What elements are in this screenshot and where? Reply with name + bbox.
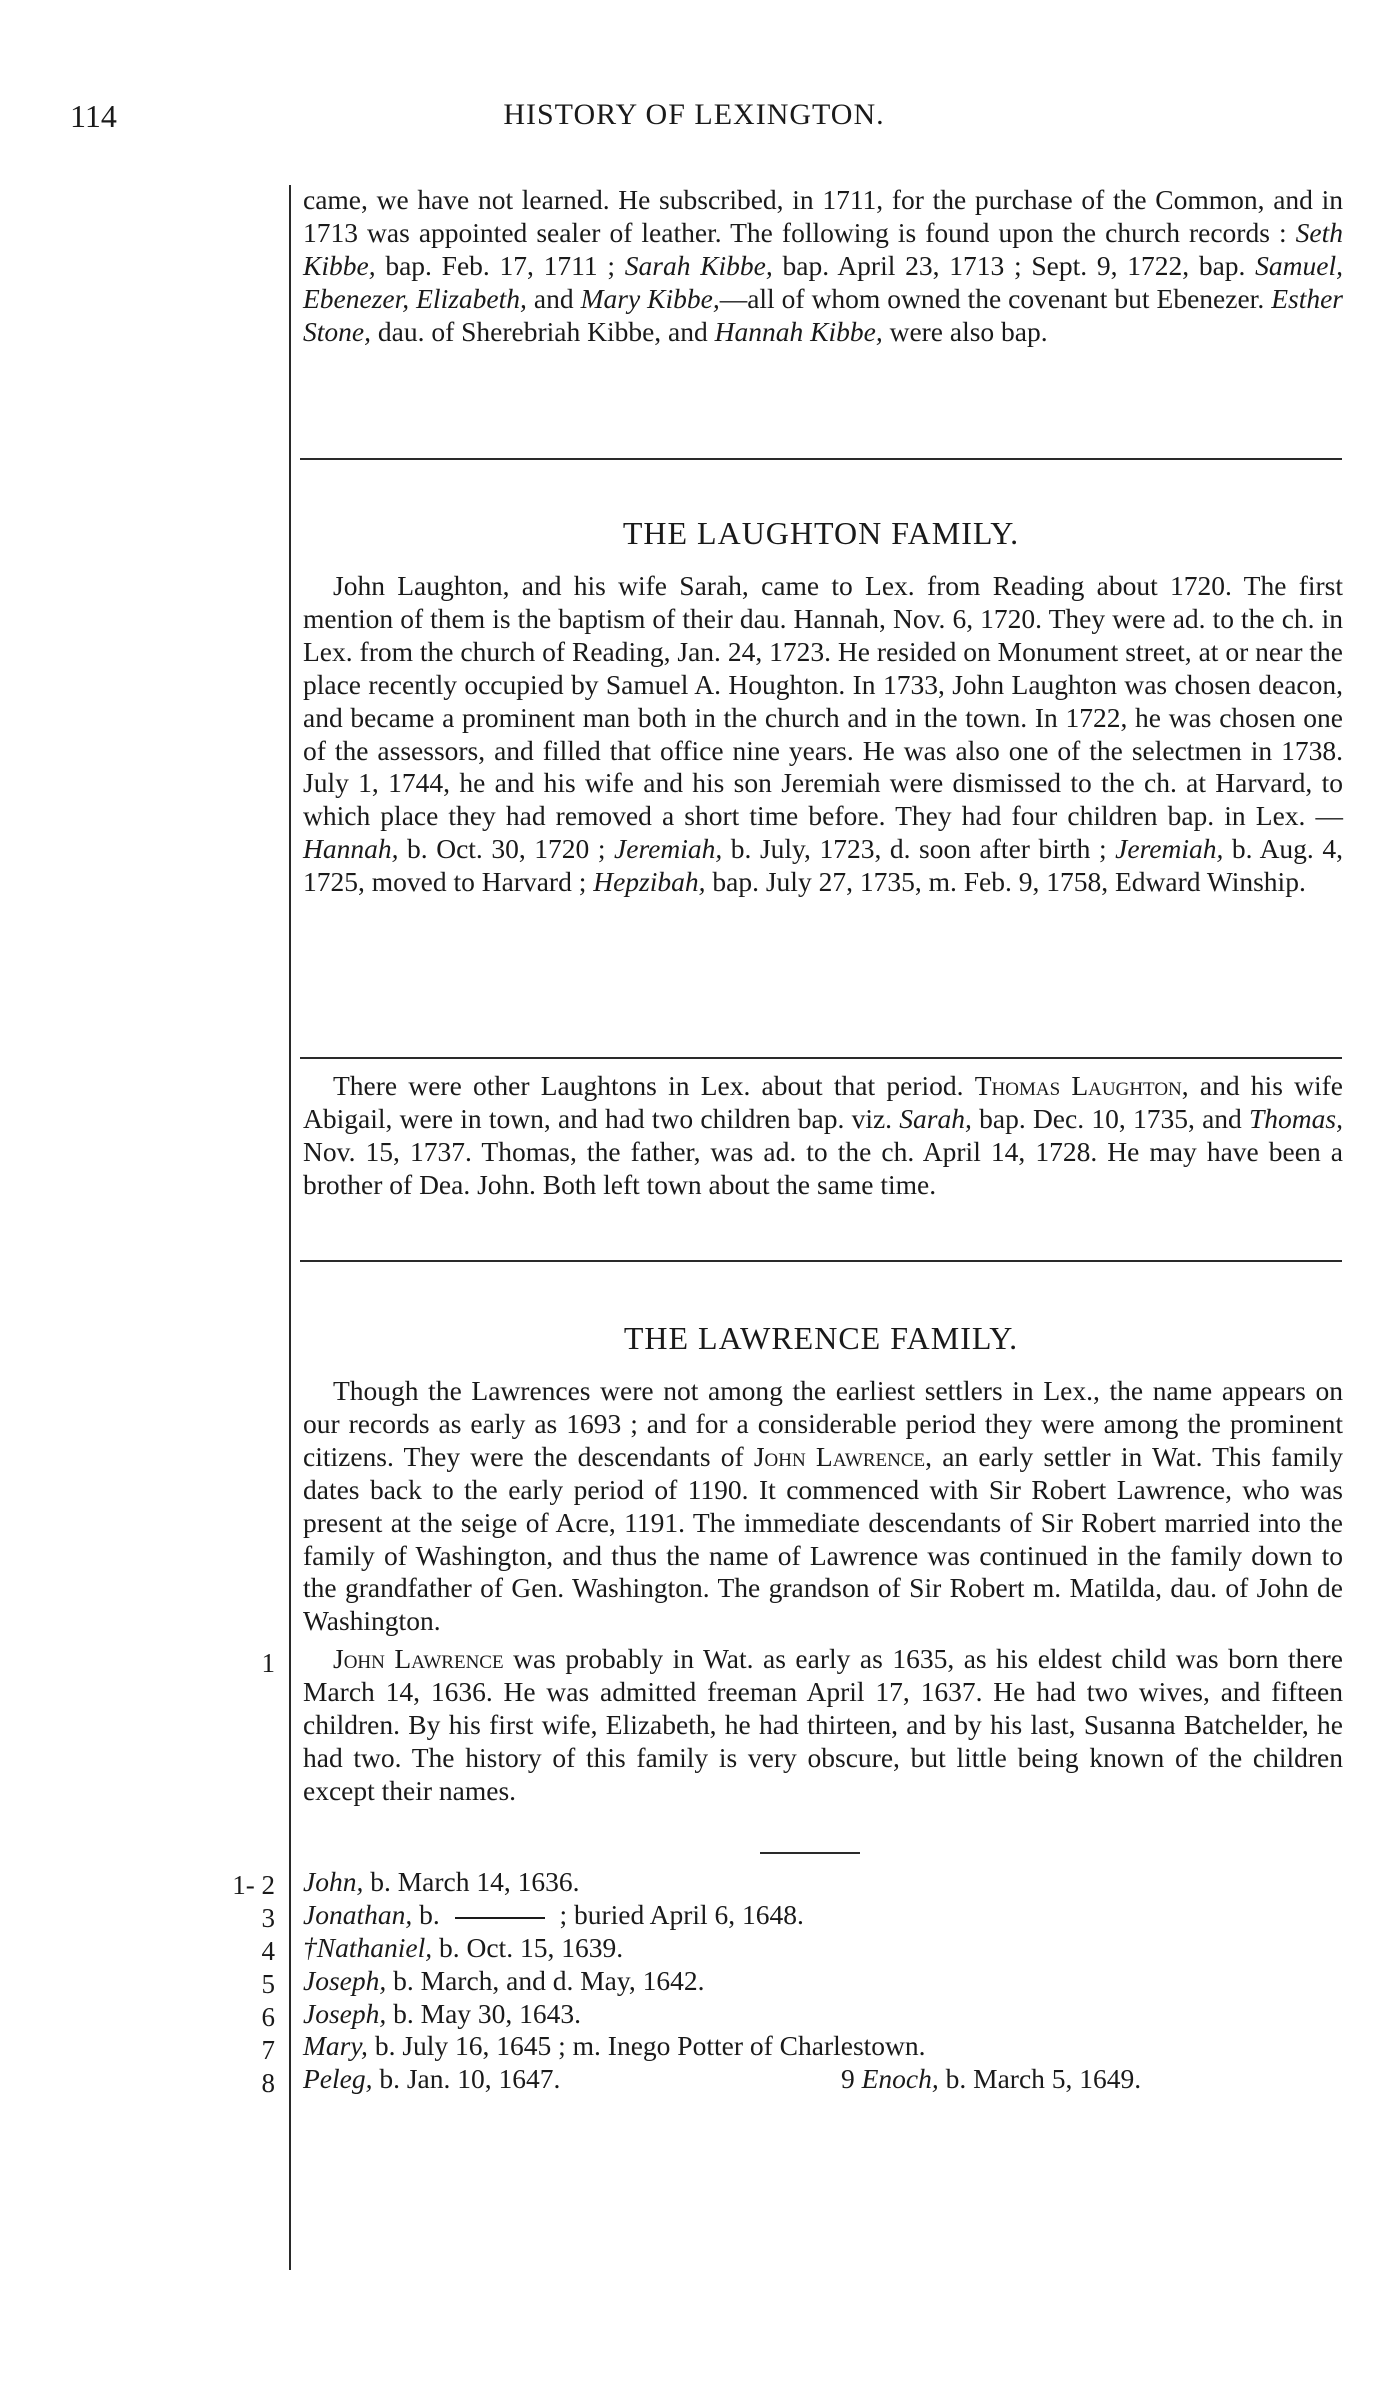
list-item: †Nathaniel, b. Oct. 15, 1639. [303, 1931, 624, 1963]
child-number: 6 [261, 2002, 275, 2032]
section-divider [300, 458, 1342, 460]
paragraph-divider [300, 1057, 1342, 1059]
gutter-rule [289, 185, 291, 2270]
child-number: 7 [261, 2035, 275, 2065]
laughton-title: THE LAUGHTON FAMILY. [622, 515, 1020, 551]
list-item: Peleg, b. Jan. 10, 1647. 9 Enoch, b. March 5, 1649. [303, 2063, 1142, 2095]
list-item: John, b. March 14, 1636. [303, 1866, 580, 1897]
lawrence-paragraph-2: John Lawrence was probably in Wat. as early as 1635, as his eldest child was born there March 14, 1636. He was admitted freeman April 17, 1637. He had two wives, and fifteen children. By his first wife, Elizabeth, he had thirteen, and by his last, Susanna Batchelder, he had two. The history of this family is very obscure, but little being known of the children except their names. [303, 1643, 1344, 1806]
child-number: 5 [261, 1969, 275, 1999]
running-head: HISTORY OF LEXINGTON. [503, 98, 885, 131]
list-item: Joseph, b. March, and d. May, 1642. [303, 1964, 705, 1996]
list-item: Jonathan, b. ; buried April 6, 1648. [303, 1898, 804, 1930]
list-item-second: 9 Enoch, b. March 5, 1649. [841, 2063, 1142, 2095]
list-item: Joseph, b. May 30, 1643. [303, 1997, 582, 2029]
list-item: Mary, b. July 16, 1645 ; m. Inego Potter of Charlestown. [303, 2030, 926, 2062]
page-number: 114 [70, 98, 117, 134]
short-divider [760, 1852, 860, 1854]
blank-date-line [455, 1917, 545, 1919]
lawrence-paragraph-1: Though the Lawrences were not among the earliest settlers in Lex., the name appears on our records as early as 1693 ; and for a considerable period they were among the prominent citizens. They were the descendants of John Lawrence, an early settler in Wat. This family dates back to the early period of 1190. It commenced with Sir Robert Lawrence, who was present at the seige of Acre, 1191. The immediate descendants of Sir Robert married into the family of Washington, and thus the name of Lawrence was continued in the family down to the grandfather of Gen. Washington. The grandson of Sir Robert m. Matilda, dau. of John de Washington. [303, 1375, 1344, 1637]
lawrence-title: THE LAWRENCE FAMILY. [623, 1320, 1019, 1356]
children-list [303, 1866, 1343, 2096]
section-divider [300, 1260, 1342, 1262]
laughton-paragraph-2: There were other Laughtons in Lex. about that period. Thomas Laughton, and his wife Abigail, were in town, and had two children bap. viz. Sarah, bap. Dec. 10, 1735, and Thomas, Nov. 15, 1737. Thomas, the father, was ad. to the ch. April 14, 1728. He may have been a brother of Dea. John. Both left town about the same time. [303, 1070, 1343, 1200]
laughton-paragraph-1: John Laughton, and his wife Sarah, came to Lex. from Reading about 1720. The first mention of them is the baptism of their dau. Hannah, Nov. 6, 1720. They were ad. to the ch. in Lex. from the church of Reading, Jan. 24, 1723. He resided on Monument street, at or near the place recently occupied by Samuel A. Houghton. In 1733, John Laughton was chosen deacon, and became a prominent man both in the church and in the town. In 1722, he was chosen one of the assessors, and filled that office nine years. He was also one of the selectmen in 1738. July 1, 1744, he and his wife and his son Jeremiah were dismissed to the ch. at Harvard, to which place they had removed a short time before. They had four children bap. in Lex. —Hannah, b. Oct. 30, 1720 ; Jeremiah, b. July, 1723, d. soon after birth ; Jeremiah, b. Aug. 4, 1725, moved to Harvard ; Hepzibah, bap. July 27, 1735, m. Feb. 9, 1758, Edward Winship. [303, 570, 1343, 898]
child-number: 1- 2 [232, 1870, 275, 1900]
genealogy-number: 1 [261, 1648, 275, 1678]
child-number: 4 [261, 1936, 275, 1966]
child-number: 8 [261, 2068, 275, 2098]
child-number: 3 [261, 1903, 275, 1933]
intro-paragraph: came, we have not learned. He subscribed, in 1711, for the purchase of the Common, and in 1713 was appointed sealer of leather. The following is found upon the church records : Seth Kibbe, bap. Feb. 17, 1711 ; Sarah Kibbe, bap. April 23, 1713 ; Sept. 9, 1722, bap. Samuel, Ebenezer, Elizabeth, and Mary Kibbe,—all of whom owned the covenant but Ebenezer. Esther Stone, dau. of Sherebriah Kibbe, and Hannah Kibbe, were also bap. [303, 184, 1344, 347]
